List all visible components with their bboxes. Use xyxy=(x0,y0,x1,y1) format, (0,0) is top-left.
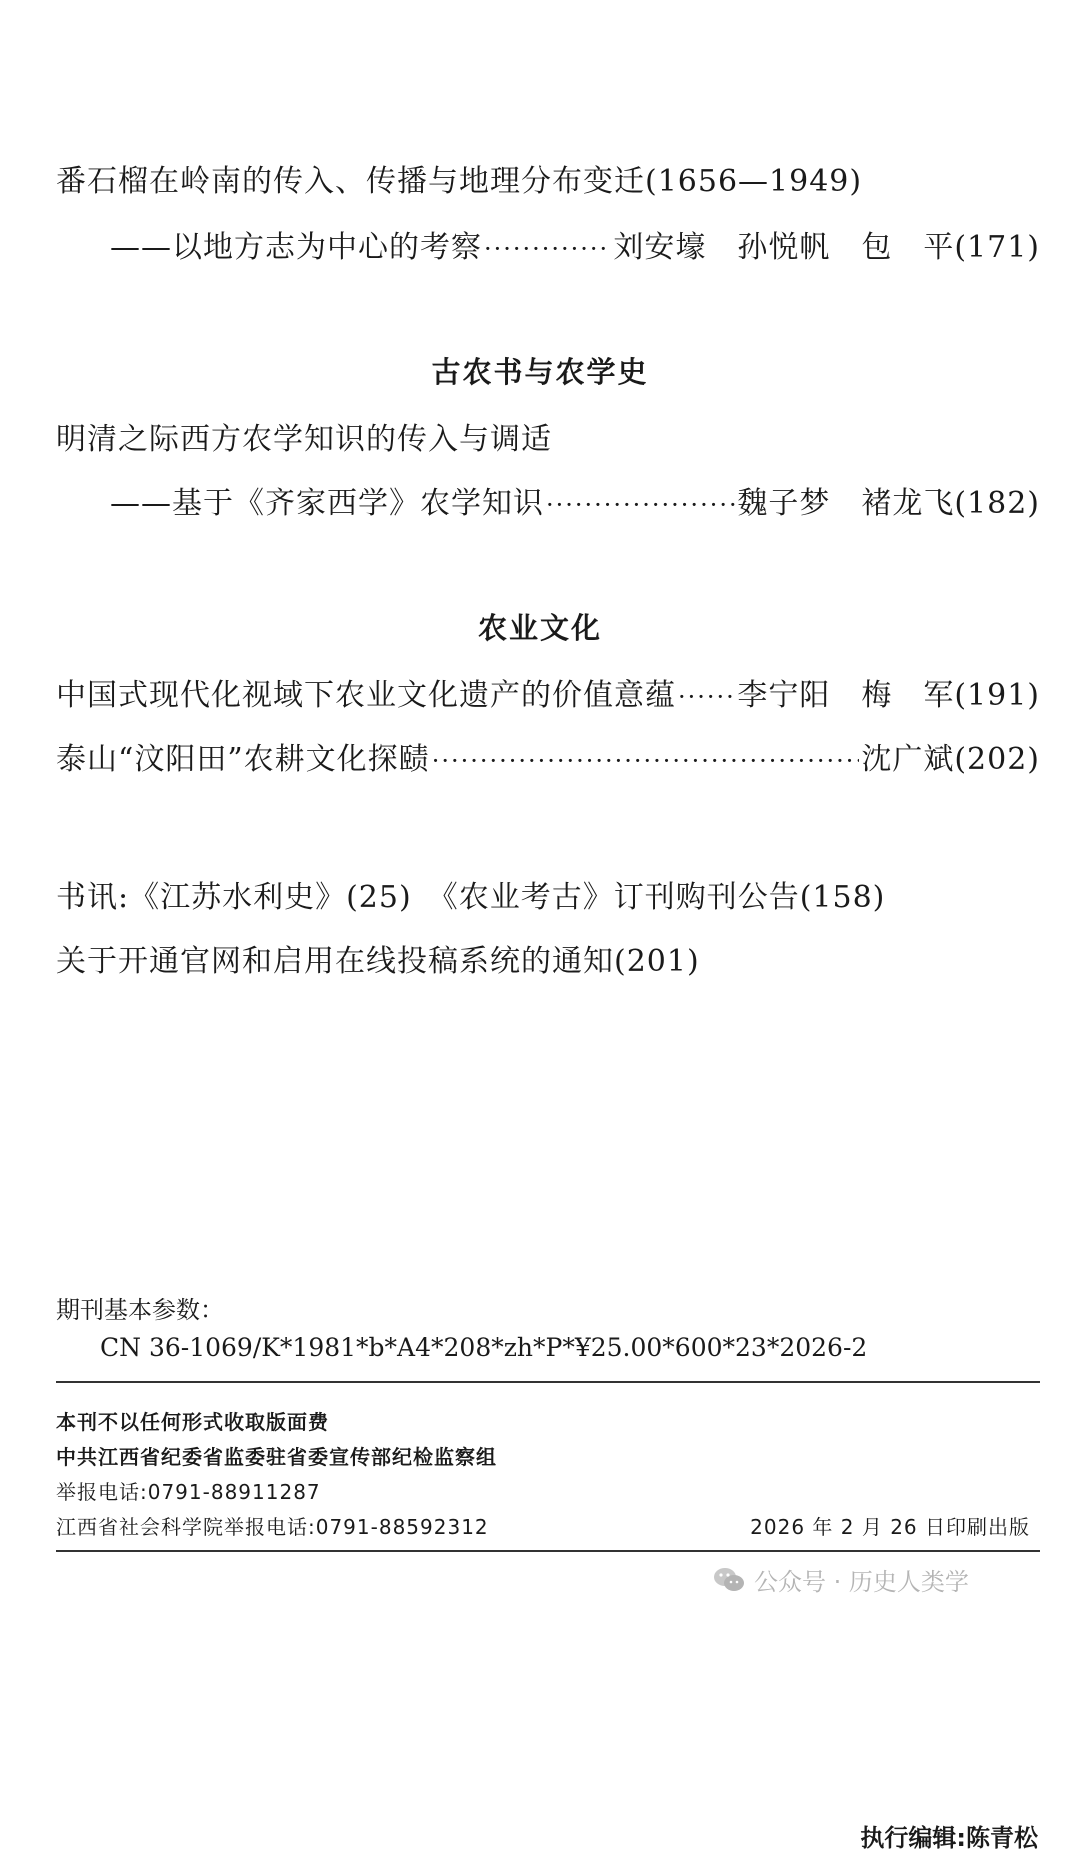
article-subtitle: ——基于《齐家西学》农学知识 xyxy=(110,486,544,521)
website-notice: 关于开通官网和启用在线投稿系统的通知(201) xyxy=(56,944,700,979)
no-fee-notice: 本刊不以任何形式收取版面费 xyxy=(56,1410,329,1434)
article-authors: 刘安壕 孙悦帆 包 平 xyxy=(613,230,955,265)
article-title: 番石榴在岭南的传入、传播与地理分布变迁(1656—1949) xyxy=(56,164,863,199)
divider-line xyxy=(56,1550,1040,1552)
params-code: CN 36-1069/K*1981*b*A4*208*zh*P*¥25.00*600*23*2026-2 xyxy=(100,1333,868,1362)
report-phone: 举报电话:0791-88911287 xyxy=(56,1480,321,1504)
dot-leader xyxy=(484,230,611,265)
section-heading: 古农书与农学史 xyxy=(431,355,649,389)
article-authors: 沈广斌 xyxy=(861,742,955,777)
article-title: 泰山“汶阳田”农耕文化探赜 xyxy=(56,742,430,777)
wechat-icon xyxy=(712,1565,746,1595)
page-number: (171) xyxy=(954,230,1040,265)
article-authors: 李宁阳 梅 军 xyxy=(737,678,955,713)
page-number: (182) xyxy=(954,486,1040,521)
page-number: (202) xyxy=(954,742,1040,777)
article-title: 明清之际西方农学知识的传入与调适 xyxy=(56,422,552,457)
executive-editor: 执行编辑:陈青松 xyxy=(860,1824,1038,1852)
toc-entry xyxy=(110,478,1040,522)
toc-entry xyxy=(56,670,1040,714)
toc-entry xyxy=(110,222,1040,266)
section-heading: 农业文化 xyxy=(477,611,602,645)
params-label: 期刊基本参数： xyxy=(56,1296,224,1324)
divider-line xyxy=(56,1381,1040,1383)
article-title: 中国式现代化视域下农业文化遗产的价值意蕴 xyxy=(56,678,676,713)
watermark xyxy=(712,1562,969,1597)
article-subtitle: ——以地方志为中心的考察 xyxy=(110,230,482,265)
print-date: 2026 年 2 月 26 日印刷出版 xyxy=(750,1515,1030,1539)
supervision-group: 中共江西省纪委省监委驻省委宣传部纪检监察组 xyxy=(56,1445,497,1469)
dot-leader xyxy=(432,742,860,777)
dot-leader xyxy=(546,486,735,521)
watermark-text: 公众号 · 历史人类学 xyxy=(754,1568,969,1596)
toc-entry xyxy=(56,734,1040,778)
page-number: (191) xyxy=(954,678,1040,713)
dot-leader xyxy=(678,678,735,713)
article-authors: 魏子梦 褚龙飞 xyxy=(737,486,955,521)
academy-report-phone: 江西省社会科学院举报电话:0791-88592312 xyxy=(56,1515,489,1539)
book-notice: 书讯:《江苏水利史》(25) 《农业考古》订刊购刊公告(158) xyxy=(56,880,886,915)
